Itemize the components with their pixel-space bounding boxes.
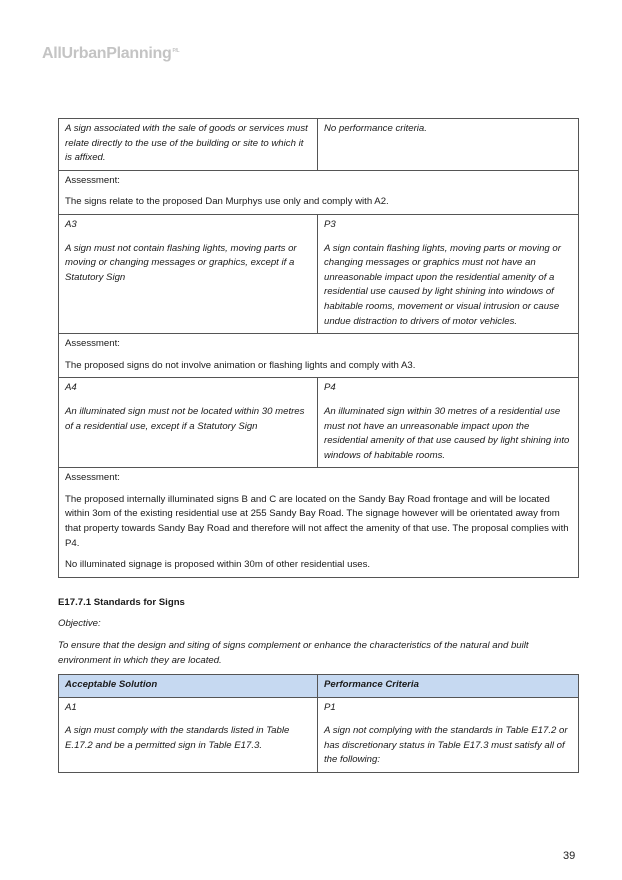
acceptable-code: A4 xyxy=(65,382,77,394)
table-header-row xyxy=(59,675,579,698)
acceptable-text: A sign must comply with the standards listed in Table E.17.2 and be a permitted sign in Table E17.3. xyxy=(65,725,290,751)
objective-label: Objective: xyxy=(58,618,101,629)
objective-text: To ensure that the design and siting of signs complement or enhance the characteristics of the natural and built environment in which they are located. xyxy=(58,640,529,666)
performance-criteria-header: Performance Criteria xyxy=(318,675,579,698)
acceptable-solution-cell xyxy=(59,697,318,772)
performance-criteria-cell xyxy=(318,697,579,772)
assessment-cell xyxy=(59,334,579,378)
performance-code: P1 xyxy=(324,701,336,713)
acceptable-code: A3 xyxy=(65,218,77,230)
assessment-cell xyxy=(59,170,579,214)
acceptable-text: An illuminated sign must not be located within 30 metres of a residential use, except if a Statutory Sign xyxy=(65,405,305,432)
performance-criteria-cell xyxy=(318,214,579,333)
assessment-row xyxy=(59,468,579,578)
assessment-text: The proposed signs do not involve animation or flashing lights and comply with A3. xyxy=(65,359,416,371)
assessment-row xyxy=(59,334,579,378)
acceptable-solution-cell xyxy=(59,378,318,468)
logo-text: AllUrbanPlanning xyxy=(42,45,172,62)
assessment-label: Assessment: xyxy=(65,338,120,350)
performance-code: P3 xyxy=(324,218,336,230)
assessment-row xyxy=(59,170,579,214)
performance-text: A sign not complying with the standards in Table E17.2 or has discretionary status in Table E17.3 must satisfy all of the following: xyxy=(324,725,568,766)
table-row xyxy=(59,214,579,333)
performance-criteria-cell: No performance criteria. xyxy=(318,119,579,171)
logo-suffix: P/L xyxy=(172,47,180,54)
section-heading: E17.7.1 Standards for Signs xyxy=(58,597,185,608)
assessment-label: Assessment: xyxy=(65,472,120,484)
assessment-text: The proposed internally illuminated signs B and C are located on the Sandy Bay Road frontage and will be located within 3om of the existing residential use at 255 Sandy Bay Road. The signage however will be orientated away from that property towards Sandy Bay Road and therefore will not affect the amenity of that use. The proposal complies with P4. xyxy=(65,493,569,549)
sign-standards-table xyxy=(58,118,579,578)
logo xyxy=(42,45,179,63)
acceptable-code: A1 xyxy=(65,701,77,713)
table-row xyxy=(59,697,579,772)
assessment-label: Assessment: xyxy=(65,174,120,186)
table-row xyxy=(59,119,579,171)
page-number: 39 xyxy=(563,850,576,862)
assessment-cell xyxy=(59,468,579,578)
performance-text: An illuminated sign within 30 metres of a residential use must not have an unreasonable impact upon the residential amenity of that use caused by light shining into windows of habitable rooms. xyxy=(324,405,570,461)
acceptable-text: A sign must not contain flashing lights, moving parts or moving or changing messages or graphics, except if a Statutory Sign xyxy=(65,242,297,283)
assessment-text: The signs relate to the proposed Dan Murphys use only and comply with A2. xyxy=(65,196,389,208)
acceptable-solution-cell xyxy=(59,214,318,333)
performance-criteria-cell xyxy=(318,378,579,468)
performance-text: A sign contain flashing lights, moving parts or moving or changing messages or graphics must not have an unreasonable impact upon the residential amenity of a residential use caused by light shining into windows of habitable rooms, movement or visual intrusion or cause undue distraction to drivers of motor vehicles. xyxy=(324,242,561,327)
standards-for-signs-table xyxy=(58,674,579,773)
table-row xyxy=(59,378,579,468)
acceptable-solution-header: Acceptable Solution xyxy=(59,675,318,698)
acceptable-solution-cell: A sign associated with the sale of goods or services must relate directly to the use of the building or site to which it is affixed. xyxy=(59,119,318,171)
performance-code: P4 xyxy=(324,382,336,394)
assessment-text: No illuminated signage is proposed within 30m of other residential uses. xyxy=(65,559,371,571)
